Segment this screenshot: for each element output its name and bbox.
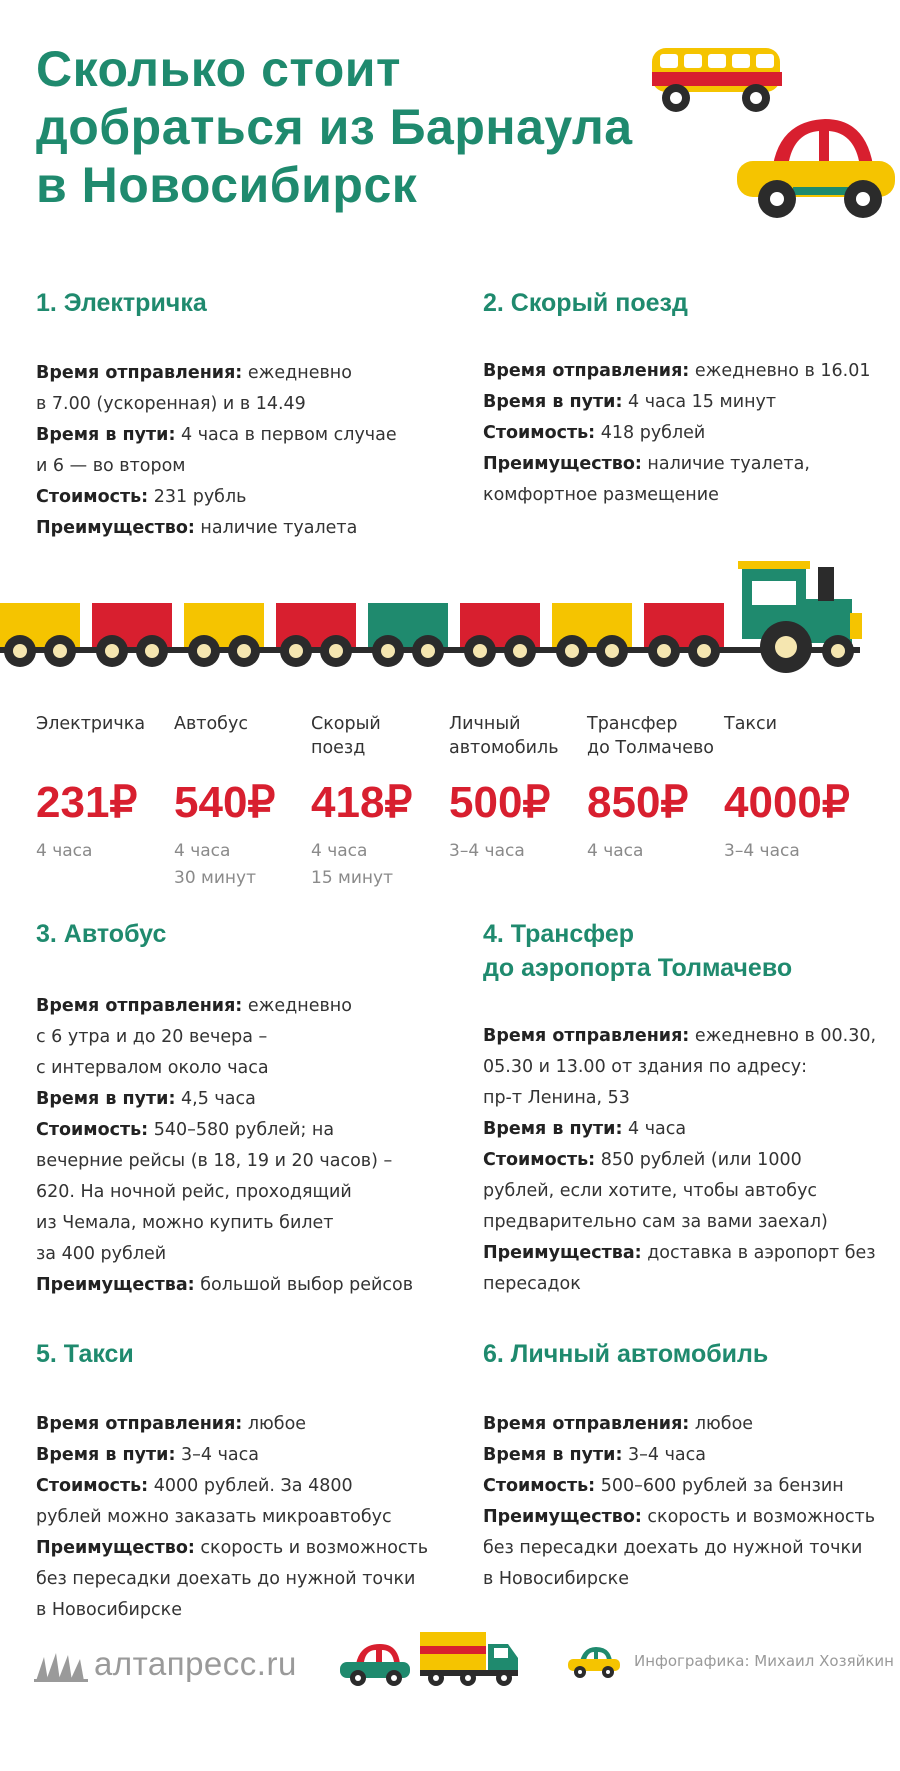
section-info bbox=[483, 1021, 893, 1300]
comparison-item bbox=[587, 712, 722, 865]
title-line: в Новосибирск bbox=[36, 157, 418, 213]
info-line: рублей можно заказать микроавтобус bbox=[36, 1507, 392, 1527]
info-line: из Чемала, можно купить билет bbox=[36, 1213, 334, 1233]
comparison-item bbox=[449, 712, 584, 865]
info-line: Время отправления: любое bbox=[483, 1414, 754, 1434]
info-line: Стоимость: 4000 рублей. За 4800 bbox=[36, 1476, 353, 1496]
info-line: в 7.00 (ускоренная) и в 14.49 bbox=[36, 394, 306, 414]
section-info bbox=[36, 991, 456, 1301]
section-heading: 5. Такси bbox=[36, 1340, 134, 1368]
comparison-time: 3–4 часа bbox=[724, 841, 800, 861]
altapress-logo-icon bbox=[34, 1651, 90, 1683]
info-line: рублей, если хотите, чтобы автобус bbox=[483, 1181, 818, 1201]
credit-text: Инфографика: Михаил Хозяйкин bbox=[634, 1652, 894, 1670]
comparison-name: Такси bbox=[724, 714, 777, 734]
info-line: комфортное размещение bbox=[483, 485, 719, 505]
comparison-name: Личный автомобиль bbox=[449, 714, 559, 758]
section-heading: 1. Электричка bbox=[36, 289, 207, 317]
info-line: без пересадки доехать до нужной точки bbox=[36, 1569, 416, 1589]
comparison-price: 4000₽ bbox=[724, 778, 850, 827]
comparison-time: 4 часа 15 минут bbox=[311, 841, 393, 888]
comparison-time: 3–4 часа bbox=[449, 841, 525, 861]
section-info bbox=[483, 1409, 893, 1595]
comparison-name: Скорый поезд bbox=[311, 714, 381, 758]
section-taksi bbox=[36, 1337, 456, 1626]
section-heading: 6. Личный автомобиль bbox=[483, 1340, 769, 1368]
info-line: и 6 — во втором bbox=[36, 456, 186, 476]
info-line: Стоимость: 418 рублей bbox=[483, 423, 706, 443]
info-line: Преимущество: скорость и возможность bbox=[36, 1538, 429, 1558]
comparison-item bbox=[174, 712, 309, 892]
info-line: Время отправления: ежедневно bbox=[36, 363, 352, 383]
info-line: без пересадки доехать до нужной точки bbox=[483, 1538, 863, 1558]
section-lichnyi-avtomobil bbox=[483, 1337, 893, 1595]
info-line: Время отправления: ежедневно в 16.01 bbox=[483, 361, 871, 381]
info-line: Стоимость: 850 рублей (или 1000 bbox=[483, 1150, 802, 1170]
comparison-price: 500₽ bbox=[449, 778, 551, 827]
info-line: Преимущество: наличие туалета, bbox=[483, 454, 810, 474]
info-line: за 400 рублей bbox=[36, 1244, 167, 1264]
bus-icon bbox=[648, 40, 793, 116]
section-info bbox=[36, 1409, 456, 1626]
comparison-time: 4 часа bbox=[36, 841, 93, 861]
comparison-item bbox=[36, 712, 171, 865]
info-line: Время отправления: ежедневно в 00.30, bbox=[483, 1026, 877, 1046]
comparison-time: 4 часа 30 минут bbox=[174, 841, 256, 888]
info-line: Время отправления: ежедневно bbox=[36, 996, 352, 1016]
section-skoryi-poezd bbox=[483, 286, 893, 511]
section-avtobus bbox=[36, 917, 456, 1301]
info-line: Преимущества: большой выбор рейсов bbox=[36, 1275, 414, 1295]
section-info bbox=[483, 356, 893, 511]
page-title bbox=[36, 40, 676, 214]
info-line: Стоимость: 231 рубль bbox=[36, 487, 247, 507]
truck-icon bbox=[418, 1628, 522, 1690]
train-icon bbox=[0, 555, 900, 675]
comparison-time: 4 часа bbox=[587, 841, 644, 861]
info-line: Время в пути: 3–4 часа bbox=[483, 1445, 706, 1465]
comparison-price: 540₽ bbox=[174, 778, 276, 827]
info-line: пр-т Ленина, 53 bbox=[483, 1088, 630, 1108]
info-line: с 6 утра и до 20 вечера – bbox=[36, 1027, 268, 1047]
title-line: добраться из Барнаула bbox=[36, 99, 633, 155]
info-line: в Новосибирске bbox=[36, 1600, 182, 1620]
comparison-price: 850₽ bbox=[587, 778, 689, 827]
comparison-price: 231₽ bbox=[36, 778, 138, 827]
info-line: Стоимость: 500–600 рублей за бензин bbox=[483, 1476, 844, 1496]
info-line: Время в пути: 3–4 часа bbox=[36, 1445, 259, 1465]
info-line: Время отправления: любое bbox=[36, 1414, 307, 1434]
info-line: Стоимость: 540–580 рублей; на bbox=[36, 1120, 335, 1140]
info-line: 620. На ночной рейс, проходящий bbox=[36, 1182, 352, 1202]
section-elektrichka bbox=[36, 286, 456, 544]
car-icon bbox=[733, 113, 898, 223]
info-line: с интервалом около часа bbox=[36, 1058, 269, 1078]
comparison-name: Электричка bbox=[36, 714, 146, 734]
title-line: Сколько стоит bbox=[36, 41, 401, 97]
info-line: Преимущество: наличие туалета bbox=[36, 518, 358, 538]
info-line: вечерние рейсы (в 18, 19 и 20 часов) – bbox=[36, 1151, 393, 1171]
info-line: Время в пути: 4 часа 15 минут bbox=[483, 392, 777, 412]
comparison-price: 418₽ bbox=[311, 778, 413, 827]
info-line: Время в пути: 4 часа bbox=[483, 1119, 687, 1139]
section-info bbox=[36, 358, 456, 544]
info-line: Время в пути: 4,5 часа bbox=[36, 1089, 256, 1109]
car-icon bbox=[338, 1640, 413, 1688]
info-line: предварительно сам за вами заехал) bbox=[483, 1212, 828, 1232]
info-line: пересадок bbox=[483, 1274, 581, 1294]
comparison-item bbox=[724, 712, 884, 865]
info-line: Преимущество: скорость и возможность bbox=[483, 1507, 876, 1527]
section-transfer bbox=[483, 917, 893, 1300]
comparison-name: Автобус bbox=[174, 714, 248, 734]
info-line: Время в пути: 4 часа в первом случае bbox=[36, 425, 397, 445]
info-line: в Новосибирске bbox=[483, 1569, 629, 1589]
altapress-logo[interactable]: алтапресс.ru bbox=[94, 1645, 297, 1682]
section-heading: 4. Трансфер до аэропорта Толмачево bbox=[483, 920, 793, 982]
comparison-name: Трансфер до Толмачево bbox=[587, 714, 715, 758]
section-heading: 2. Скорый поезд bbox=[483, 289, 688, 317]
car-icon bbox=[566, 1643, 622, 1681]
comparison-item bbox=[311, 712, 446, 892]
info-line: Преимущества: доставка в аэропорт без bbox=[483, 1243, 876, 1263]
section-heading: 3. Автобус bbox=[36, 920, 167, 948]
info-line: 05.30 и 13.00 от здания по адресу: bbox=[483, 1057, 808, 1077]
